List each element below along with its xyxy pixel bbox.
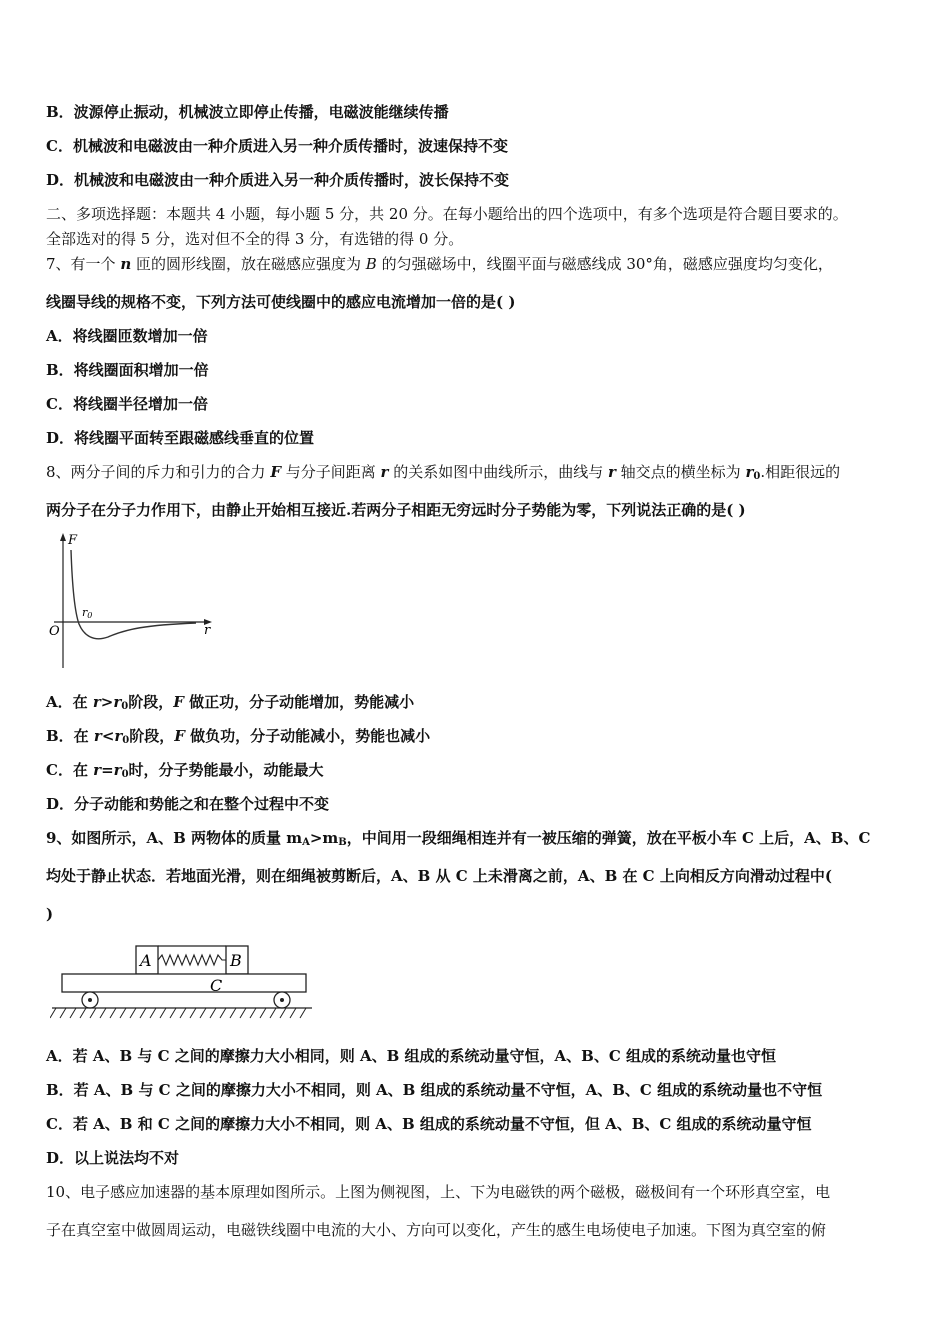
q8-var-r0-sub: 0 <box>121 769 129 780</box>
q8-text: = <box>101 761 114 779</box>
q8-stem-line1 <box>46 462 840 482</box>
q8-text: 8、两分子间的斥力和引力的合力 <box>46 463 271 481</box>
q8-option-a <box>46 692 414 712</box>
q6-option-c: C．机械波和电磁波由一种介质进入另一种介质传播时，波速保持不变 <box>46 137 508 155</box>
q8-var-r: r <box>380 463 389 481</box>
q8-var-r0: r <box>114 727 123 745</box>
q8-text: < <box>101 727 115 745</box>
q8-text: 时，分子势能最小，动能最大 <box>128 761 324 779</box>
q8-text: 与分子间距离 <box>280 463 381 481</box>
cart-c <box>62 974 306 992</box>
section2-line1: 二、多项选择题：本题共 4 小题，每小题 5 分，共 20 分。在每小题给出的四个选项中，有多个选项是符合题目要求的。 <box>46 205 848 223</box>
graph-x-label: r <box>204 623 211 638</box>
q8-var-r: r <box>607 463 616 481</box>
q7-option-d: D．将线圈平面转至跟磁感线垂直的位置 <box>46 429 315 447</box>
q8-var-r: r <box>92 693 101 711</box>
q8-force-graph <box>46 530 226 672</box>
q8-stem-line2: 两分子在分子力作用下，由静止开始相互接近.若两分子相距无穷远时分子势能为零，下列说法正确的是( ) <box>46 501 746 519</box>
block-a-label: A <box>140 951 152 970</box>
q7-option-a: A．将线圈匝数增加一倍 <box>46 327 208 345</box>
q9-text: >m <box>309 829 339 847</box>
q8-text: .相距很远的 <box>760 463 841 481</box>
q7-var-b: B <box>365 255 377 273</box>
q10-stem-line1: 10、电子感应加速器的基本原理如图所示。上图为侧视图，上、下为电磁铁的两个磁极，磁极间有一个环形真空室，电 <box>46 1183 831 1201</box>
q9-stem-line3: ) <box>46 905 54 923</box>
q9-text: ，中间用一段细绳相连并有一被压缩的弹簧，放在平板小车 C 上后，A、B、C <box>346 829 871 847</box>
q8-var-f: F <box>173 693 184 711</box>
wheel-right-hub <box>280 998 284 1002</box>
force-curve <box>71 550 196 639</box>
q9-option-a: A．若 A、B 与 C 之间的摩擦力大小相同，则 A、B 组成的系统动量守恒，A、B、C 组成的系统动量也守恒 <box>46 1047 777 1065</box>
graph-y-label: F <box>68 533 78 548</box>
q7-text: 7、有一个 <box>46 255 121 273</box>
q8-text: 阶段， <box>129 727 175 745</box>
q8-text: 轴交点的横坐标为 <box>615 463 746 481</box>
q9-stem-line2: 均处于静止状态．若地面光滑，则在细绳被剪断后，A、B 从 C 上未滑离之前，A、B 在 C 上向相反方向滑动过程中( <box>46 867 832 885</box>
q9-text: 9、如图所示，A、B 两物体的质量 m <box>46 829 303 847</box>
ground-hatching <box>50 1008 306 1018</box>
wheel-left-hub <box>88 998 92 1002</box>
q9-sub-b: B <box>338 837 347 848</box>
q8-var-r0-sub: 0 <box>122 735 130 746</box>
q9-option-b: B．若 A、B 与 C 之间的摩擦力大小不相同，则 A、B 组成的系统动量不守恒，A、B、C 组成的系统动量也不守恒 <box>46 1081 823 1099</box>
q8-text: > <box>100 693 114 711</box>
graph-r0-label: r0 <box>82 606 93 620</box>
q9-cart-figure <box>50 940 314 1024</box>
q8-var-r: r <box>93 761 102 779</box>
q8-var-r0-sub: 0 <box>121 701 129 712</box>
block-b-label: B <box>230 951 242 970</box>
q7-option-c: C．将线圈半径增加一倍 <box>46 395 208 413</box>
q6-option-d: D．机械波和电磁波由一种介质进入另一种介质传播时，波长保持不变 <box>46 171 510 189</box>
q7-stem-line1 <box>46 254 833 274</box>
q8-text: 阶段， <box>128 693 174 711</box>
q10-stem-line2: 子在真空室中做圆周运动，电磁铁线圈中电流的大小、方向可以变化，产生的感生电场使电子加速。下图为真空室的俯 <box>46 1221 827 1239</box>
q9-option-d: D．以上说法均不对 <box>46 1149 180 1167</box>
q8-var-r0: r <box>745 463 754 481</box>
q8-option-b <box>46 726 430 746</box>
q9-sub-a: A <box>302 837 310 848</box>
q9-option-c: C．若 A、B 和 C 之间的摩擦力大小不相同，则 A、B 组成的系统动量不守恒，但 A、B、C 组成的系统动量守恒 <box>46 1115 812 1133</box>
section2-line2: 全部选对的得 5 分，选对但不全的得 3 分，有选错的得 0 分。 <box>46 230 464 248</box>
q8-var-r0: r <box>113 693 122 711</box>
q7-option-b: B．将线圈面积增加一倍 <box>46 361 209 379</box>
q8-var-r: r <box>93 727 102 745</box>
cart-c-label: C <box>210 976 223 995</box>
graph-origin-label: O <box>49 624 60 639</box>
q7-stem-line2: 线圈导线的规格不变，下列方法可使线圈中的感应电流增加一倍的是( ) <box>46 293 516 311</box>
q7-var-n: n <box>120 255 132 273</box>
q9-stem-line1 <box>46 828 870 848</box>
q8-text: B．在 <box>46 727 94 745</box>
q8-var-f: F <box>174 727 185 745</box>
graph-y-arrow <box>60 533 66 541</box>
q8-text: 的关系如图中曲线所示，曲线与 <box>388 463 608 481</box>
q8-text: 做负功，分子动能减小，势能也减小 <box>184 727 431 745</box>
q8-option-c <box>46 760 324 780</box>
q8-var-f: F <box>270 463 281 481</box>
q7-text: 的匀强磁场中，线圈平面与磁感线成 30°角，磁感应强度均匀变化， <box>376 255 833 273</box>
q7-text: 匝的圆形线圈，放在磁感应强度为 <box>131 255 366 273</box>
q6-option-b: B．波源停止振动，机械波立即停止传播，电磁波能继续传播 <box>46 103 449 121</box>
compressed-spring <box>158 955 226 965</box>
q8-text: 做正功，分子动能增加，势能减小 <box>183 693 415 711</box>
q8-var-r0: r <box>113 761 122 779</box>
q8-text: A．在 <box>46 693 93 711</box>
q8-var-r0-sub: 0 <box>753 471 761 482</box>
q8-option-d: D．分子动能和势能之和在整个过程中不变 <box>46 795 330 813</box>
q8-text: C．在 <box>46 761 94 779</box>
